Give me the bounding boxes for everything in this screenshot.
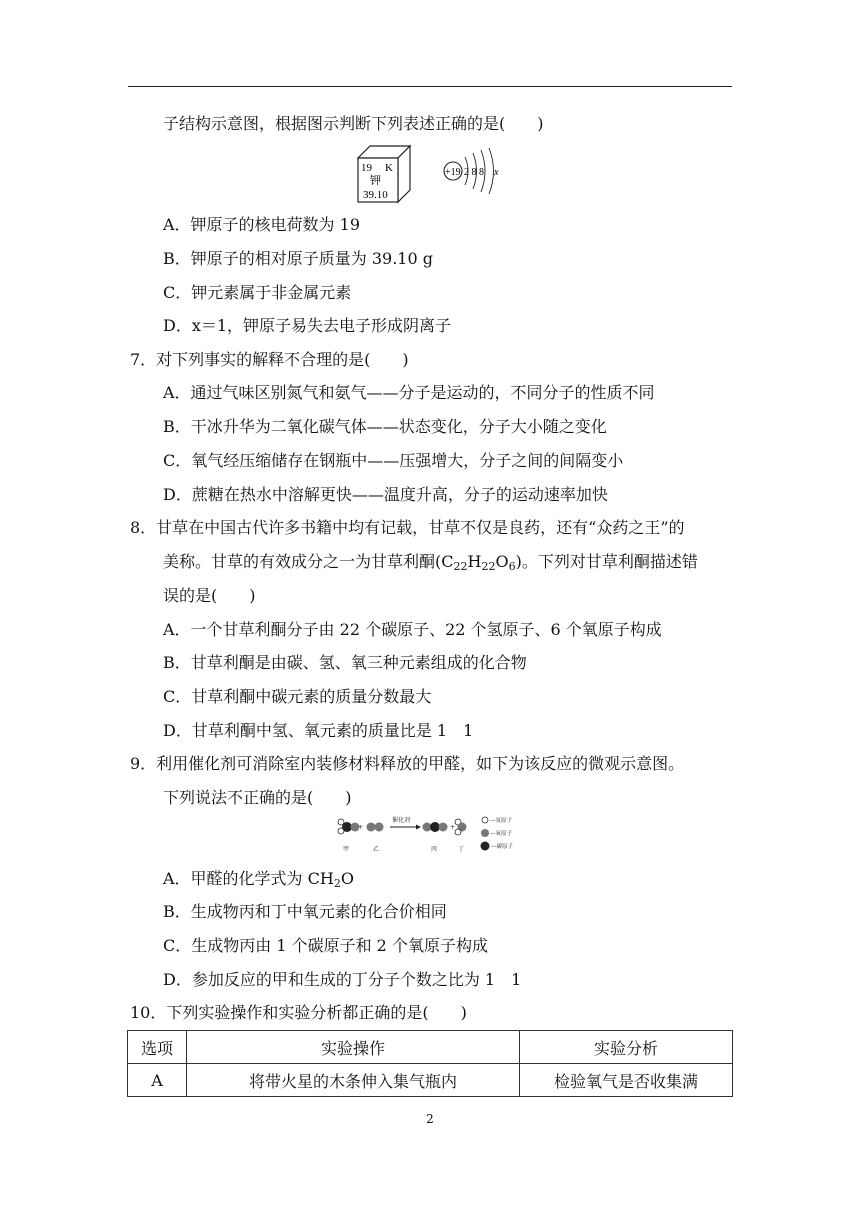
svg-text:+: + <box>450 824 456 831</box>
q8-stem-line3: 误的是( ) <box>163 586 256 605</box>
q9-option-c: C．生成物丙由 1 个碳原子和 2 个氧原子构成 <box>163 936 488 955</box>
header-analysis: 实验分析 <box>520 1031 733 1064</box>
legend-hydrogen: —氢原子 <box>490 818 513 824</box>
q7-option-b: B．干冰升华为二氧化碳气体——状态变化，分子大小随之变化 <box>163 417 607 436</box>
header-operation: 实验操作 <box>187 1031 520 1064</box>
q6-option-d: D．x＝1，钾原子易失去电子形成阴离子 <box>163 316 452 335</box>
q8-stem-line1: 8．甘草在中国古代许多书籍中均有记载，甘草不仅是良药，还有“众药之王”的 <box>130 518 685 537</box>
table-row <box>128 1064 733 1097</box>
label-bing: 丙 <box>431 846 438 853</box>
header-rule <box>128 86 732 87</box>
atom-shells: 2 8 8 <box>464 167 484 178</box>
q9-stem-line2: 下列说法不正确的是( ) <box>163 788 352 807</box>
q6-stem: 子结构示意图，根据图示判断下列表述正确的是( ) <box>163 114 544 133</box>
page-number: 2 <box>426 1112 434 1126</box>
q8-option-d: D．甘草利酮中氢、氧元素的质量比是 1 1 <box>163 721 474 740</box>
catalyst-label: 催化剂 <box>392 817 411 824</box>
q9-stem-line1: 9．利用催化剂可消除室内装修材料释放的甲醛，如下为该反应的微观示意图。 <box>130 754 685 773</box>
q6-option-a: A．钾原子的核电荷数为 19 <box>163 215 361 234</box>
label-jia: 甲 <box>343 846 350 853</box>
row-a-operation: 将带火星的木条伸入集气瓶内 <box>187 1064 520 1097</box>
q8-stem-line2: 美称。甘草的有效成分之一为甘草利酮$(C_{22}H_{22}O_6)$。下列对甘草利酮描述错 <box>163 552 698 573</box>
header-option: 选项 <box>128 1031 187 1064</box>
q10-stem: 10．下列实验操作和实验分析都正确的是( ) <box>130 1003 467 1022</box>
potassium-element-cell <box>356 144 412 204</box>
cell-name: 钾 <box>370 174 381 187</box>
q9-option-b: B．生成物丙和丁中氧元素的化合价相同 <box>163 902 447 921</box>
cell-number: 19 <box>361 162 372 174</box>
svg-text:+: + <box>358 824 364 831</box>
cell-symbol: K <box>385 162 393 174</box>
legend-carbon: —碳原子 <box>491 844 514 850</box>
q7-stem: 7．对下列事实的解释不合理的是( ) <box>130 350 409 369</box>
q8-option-b: B．甘草利酮是由碳、氢、氧三种元素组成的化合物 <box>163 653 527 672</box>
row-a-option: A <box>128 1064 187 1097</box>
q9-option-d: D．参加反应的甲和生成的丁分子个数之比为 1 1 <box>163 970 522 989</box>
cell-mass: 39.10 <box>363 189 388 201</box>
row-a-analysis: 检验氧气是否收集满 <box>520 1064 733 1097</box>
potassium-atom-structure <box>442 146 508 196</box>
legend-oxygen: —氧原子 <box>490 831 513 837</box>
label-ding: 丁 <box>458 846 465 853</box>
q7-option-c: C．氧气经压缩储存在钢瓶中——压强增大，分子之间的间隔变小 <box>163 451 624 470</box>
table-header-row <box>128 1031 733 1064</box>
q8-option-a: A．一个甘草利酮分子由 22 个碳原子、22 个氢原子、6 个氧原子构成 <box>163 620 662 639</box>
q8-option-c: C．甘草利酮中碳元素的质量分数最大 <box>163 687 432 706</box>
atom-nucleus: +19 <box>445 167 461 178</box>
q10-table <box>127 1030 733 1097</box>
q7-option-d: D．蔗糖在热水中溶解更快——温度升高，分子的运动速率加快 <box>163 485 608 504</box>
reaction-micro-diagram <box>336 814 532 856</box>
q6-option-b: B．钾原子的相对原子质量为 39.10 g <box>163 249 433 268</box>
q7-option-a: A．通过气味区别氮气和氨气——分子是运动的，不同分子的性质不同 <box>163 383 655 402</box>
q6-option-c: C．钾元素属于非金属元素 <box>163 283 352 302</box>
label-yi: 乙 <box>373 846 380 853</box>
q9-option-a: A．甲醛的化学式为 $CH_2O$ <box>163 869 354 890</box>
atom-last-shell: x <box>494 167 499 178</box>
